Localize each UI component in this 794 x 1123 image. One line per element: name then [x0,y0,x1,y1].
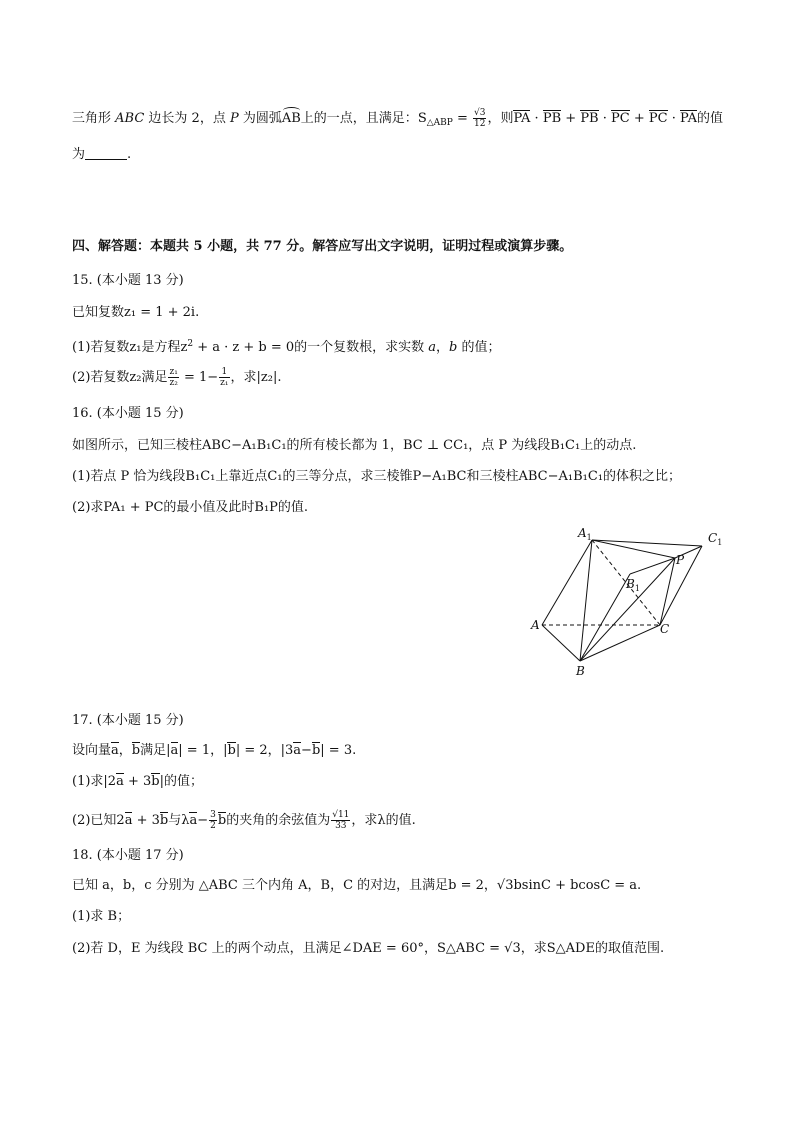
label-c: C [660,622,670,636]
q16-part2: (2)求PA₁ + PC的最小值及此时B₁P的值. [72,500,309,515]
q18-title: 18. (本小题 17 分) [72,848,184,863]
label-b1: $B_1$ [626,577,640,593]
label-a: A [531,618,540,632]
section-heading: 四、解答题：本题共 5 小题，共 77 分。解答应写出文字说明，证明过程或演算步骤。 [72,239,573,254]
label-a1: $A_1$ [578,526,592,542]
q17-given: 设向量a，b满足|a| = 1，|b| = 2，|3a−b| = 3. [72,743,357,758]
q14-line1: 三角形 ABC 边长为 2，点 P 为圆弧AB上的一点，且满足：$S_{\triangle ABP}$ = $\frac{√3}{12}$ ，则PA · PB + PB · PC + PC · PA的值 [72,108,723,129]
arc-ab: AB [281,111,301,126]
fraction-1-over-z1: $\frac{1}{\text{z₁}}$ [220,367,229,388]
q15-title: 15. (本小题 13 分) [72,273,184,288]
q16-given: 如图所示，已知三棱柱ABC−A₁B₁C₁的所有棱长都为 1，BC ⊥ CC₁，点 P 为线段B₁C₁上的动点. [72,438,637,453]
edge-b-c [580,625,660,661]
answer-blank [85,147,127,160]
q15-given: 已知复数z₁ = 1 + 2i. [72,305,200,320]
q18-part1: (1)求 B； [72,909,131,924]
q17-part2: (2)已知2a + 3b与λa− $\frac{3}{2}$ b的夹角的余弦值为 $\frac{√11}{33}$ ，求λ的值. [72,810,416,831]
label-c1: $C_1$ [708,531,723,547]
q17-title: 17. (本小题 15 分) [72,713,184,728]
prism-figure [520,518,730,683]
edge-a1-c1 [592,540,702,546]
q16-part1: (1)若点 P 恰为线段B₁C₁上靠近点C₁的三等分点，求三棱锥P−A₁BC和三棱柱ABC−A₁B₁C₁的体积之比； [72,469,682,484]
fraction-z1-over-z2: $\frac{\text{z₁}}{\text{z₂}}$ [169,367,178,388]
q18-part2: (2)若 D，E 为线段 BC 上的两个动点，且满足∠DAE = 60°，S△ABC = √3，求S△ADE的取值范围. [72,941,665,956]
edge-p-b [580,558,675,661]
label-b: B [576,664,585,678]
fraction-sqrt11-over-33: $\frac{√11}{33}$ [332,810,350,831]
edge-p-c [660,558,675,625]
q14-line2: 为 . [72,147,132,162]
q16-title: 16. (本小题 15 分) [72,406,184,421]
q17-part1: (1)求|2a + 3b|的值； [72,774,203,789]
label-p: P [676,553,685,567]
q15-part2: (2)若复数z₂满足 $\frac{\text{z₁}}{\text{z₂}}$ = 1− $\frac{1}{\text{z₁}}$ ，求|z₂|. [72,367,282,388]
fraction-sqrt3-over-12: $\frac{√3}{12}$ [473,108,486,129]
q15-part1: (1)若复数z₁是方程$z^2 + a \cdot z + b = 0$的一个复数根，求实数 a，b 的值； [72,339,501,355]
edge-a-b [542,625,580,661]
q18-given: 已知 a，b，c 分别为 △ABC 三个内角 A，B，C 的对边，且满足b = 2，√3bsinC + bcosC = a. [72,878,642,893]
fraction-3-over-2: $\frac{3}{2}$ [210,810,216,831]
